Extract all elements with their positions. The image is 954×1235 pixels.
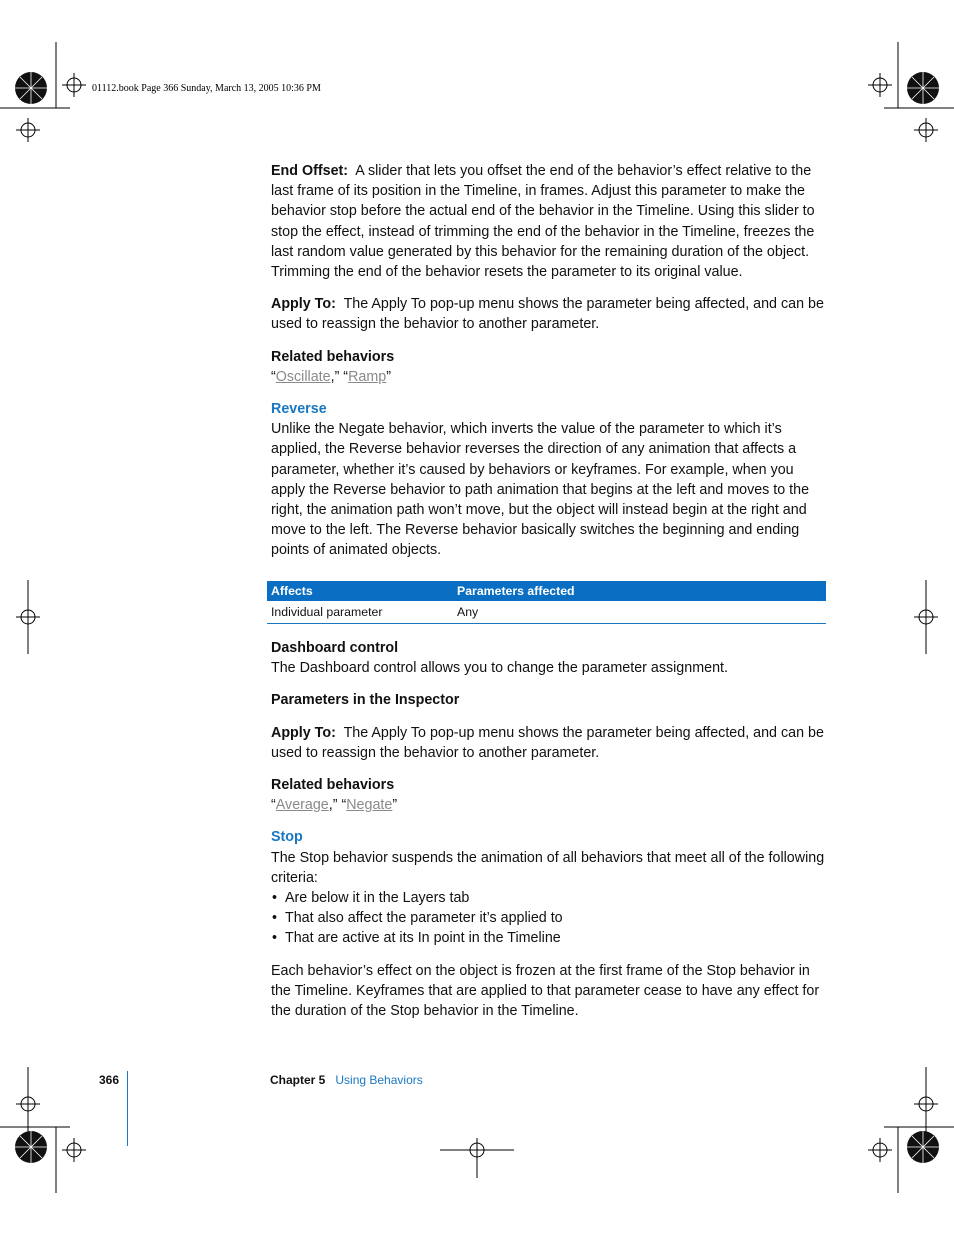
table-cell-parameters: Any xyxy=(453,601,826,624)
chapter-title: Using Behaviors xyxy=(335,1073,423,1087)
apply-to-text-2: The Apply To pop-up menu shows the parameter being affected, and can be used to reassign the behavior to another parameter. xyxy=(271,724,824,761)
page-body xyxy=(271,161,826,561)
apply-to-paragraph xyxy=(271,294,826,334)
related-behaviors-links-2: “Average,” “Negate” xyxy=(271,797,398,814)
dashboard-heading: Dashboard control xyxy=(271,640,399,656)
related-behaviors-heading-2: Related behaviors xyxy=(271,777,395,794)
link-ramp[interactable]: Ramp xyxy=(348,368,387,385)
term-apply-to: Apply To: xyxy=(271,296,336,313)
reverse-paragraph: Unlike the Negate behavior, which inverts the value of the parameter to which it’s applied, the Reverse behavior reverses the direction of any animation that affects a parameter, whether it’s caused by behaviors or keyframes. For example, when you apply the Reverse behavior to path animation that begins at the left and moves to the right, the animation path won’t move, but the object will instead begin at the right and move to the left. The Reverse behavior basically switches the beginning and ending points of animated objects. xyxy=(271,421,810,559)
page-body-lower xyxy=(271,638,826,1021)
link-oscillate[interactable]: Oscillate xyxy=(275,368,331,385)
related-behaviors-links: “Oscillate,” “Ramp” xyxy=(271,368,391,385)
footer-divider xyxy=(127,1071,128,1146)
inspector-heading: Parameters in the Inspector xyxy=(271,692,460,709)
link-negate[interactable]: Negate xyxy=(346,797,393,814)
table-cell-affects: Individual parameter xyxy=(267,601,453,624)
stop-closing: Each behavior’s effect on the object is frozen at the first frame of the Stop behavior in the Timeline. Keyframes that are applied to that parameter cease to have any effect for the duration of the Stop behavior in the Timeline. xyxy=(271,962,820,1020)
list-item: • That are active at its In point in the Timeline xyxy=(271,928,826,948)
print-slug: 01112.book Page 366 Sunday, March 13, 2005 10:36 PM xyxy=(92,83,321,94)
chapter-label: Chapter 5 xyxy=(270,1073,326,1087)
term-end-offset: End Offset: xyxy=(271,163,349,179)
end-offset-text: A slider that lets you offset the end of the behavior’s effect relative to the last frame of its position in the Timeline, in frames. Adjust this parameter to make the behavior stop before the actual end of the behavior in the Timeline. Using this slider to stop the effect, instead of trimming the end of the behavior in the Timeline, freezes the last random value generated by this behavior for the remaining duration of the object. Trimming the end of the behavior resets the parameter to its original value. xyxy=(271,163,815,281)
link-average[interactable]: Average xyxy=(275,797,329,814)
list-item: • Are below it in the Layers tab xyxy=(271,888,826,908)
dashboard-text: The Dashboard control allows you to change the parameter assignment. xyxy=(271,660,728,677)
stop-intro: The Stop behavior suspends the animation of all behaviors that meet all of the following criteria: xyxy=(271,849,825,886)
apply-to-paragraph-2 xyxy=(271,723,826,763)
table-row xyxy=(267,601,826,624)
page-number: 366 xyxy=(99,1073,120,1087)
section-heading-stop: Stop xyxy=(271,829,303,846)
related-behaviors-heading: Related behaviors xyxy=(271,348,395,365)
table-header-parameters: Parameters affected xyxy=(453,581,826,601)
stop-criteria-list xyxy=(271,888,826,949)
end-offset-paragraph xyxy=(271,161,826,282)
table-header-affects: Affects xyxy=(267,581,453,601)
list-item: • That also affect the parameter it’s applied to xyxy=(271,908,826,928)
section-heading-reverse: Reverse xyxy=(271,401,327,418)
footer-chapter xyxy=(270,1073,423,1087)
term-apply-to-2: Apply To: xyxy=(271,724,336,741)
parameters-table xyxy=(267,581,826,624)
apply-to-text: The Apply To pop-up menu shows the parameter being affected, and can be used to reassign the behavior to another parameter. xyxy=(271,296,824,333)
